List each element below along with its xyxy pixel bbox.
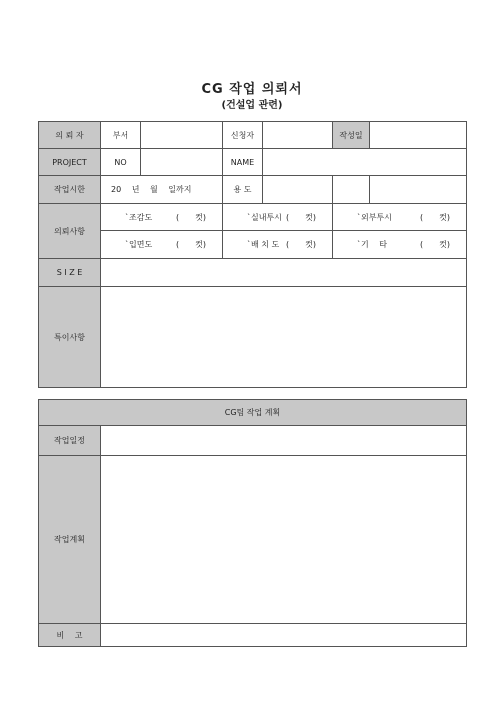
plan-form-table xyxy=(38,399,467,647)
document-subtitle: (건설업 관련) xyxy=(221,100,283,111)
name-label: NAME xyxy=(223,149,263,176)
purpose-field[interactable] xyxy=(263,176,333,204)
project-label: PROJECT xyxy=(39,149,101,176)
plan-field[interactable] xyxy=(101,456,467,624)
items-label: 의뢰사항 xyxy=(39,204,101,259)
remarks-field[interactable] xyxy=(101,624,467,647)
plan-header: CG팀 작업 계획 xyxy=(39,400,467,426)
item-other[interactable]: `기 타 ( 컷) xyxy=(333,231,467,259)
requester-label: 의 뢰 자 xyxy=(39,122,101,149)
schedule-field[interactable] xyxy=(101,426,467,456)
request-form-table xyxy=(38,121,467,388)
item-elevation[interactable]: `입면도 ( 컷) xyxy=(101,231,223,259)
schedule-label: 작업일정 xyxy=(39,426,101,456)
purpose-label: 용 도 xyxy=(223,176,263,204)
item-site-plan[interactable]: `배 치 도 ( 컷) xyxy=(223,231,333,259)
item-interior[interactable]: `실내투시 ( 컷) xyxy=(223,204,333,231)
purpose-field-3[interactable] xyxy=(370,176,467,204)
notes-label: 특이사항 xyxy=(39,287,101,388)
plan-label: 작업계획 xyxy=(39,456,101,624)
deadline-label: 작업시한 xyxy=(39,176,101,204)
no-field[interactable] xyxy=(141,149,223,176)
date-written-label: 작성일 xyxy=(333,122,370,149)
date-written-field[interactable] xyxy=(370,122,467,149)
item-exterior[interactable]: `외부투시 ( 컷) xyxy=(333,204,467,231)
remarks-label: 비 고 xyxy=(39,624,101,647)
department-label: 부서 xyxy=(101,122,141,149)
name-field[interactable] xyxy=(263,149,467,176)
size-field[interactable] xyxy=(101,259,467,287)
no-label: NO xyxy=(101,149,141,176)
applicant-field[interactable] xyxy=(263,122,333,149)
size-label: S I Z E xyxy=(39,259,101,287)
applicant-label: 신청자 xyxy=(223,122,263,149)
deadline-field[interactable]: 20 년 월 일까지 xyxy=(101,176,223,204)
department-field[interactable] xyxy=(141,122,223,149)
notes-field[interactable] xyxy=(101,287,467,388)
purpose-field-2[interactable] xyxy=(333,176,370,204)
document-title: CG 작업 의뢰서 xyxy=(201,82,303,97)
item-birdseye[interactable]: `조감도 ( 컷) xyxy=(101,204,223,231)
